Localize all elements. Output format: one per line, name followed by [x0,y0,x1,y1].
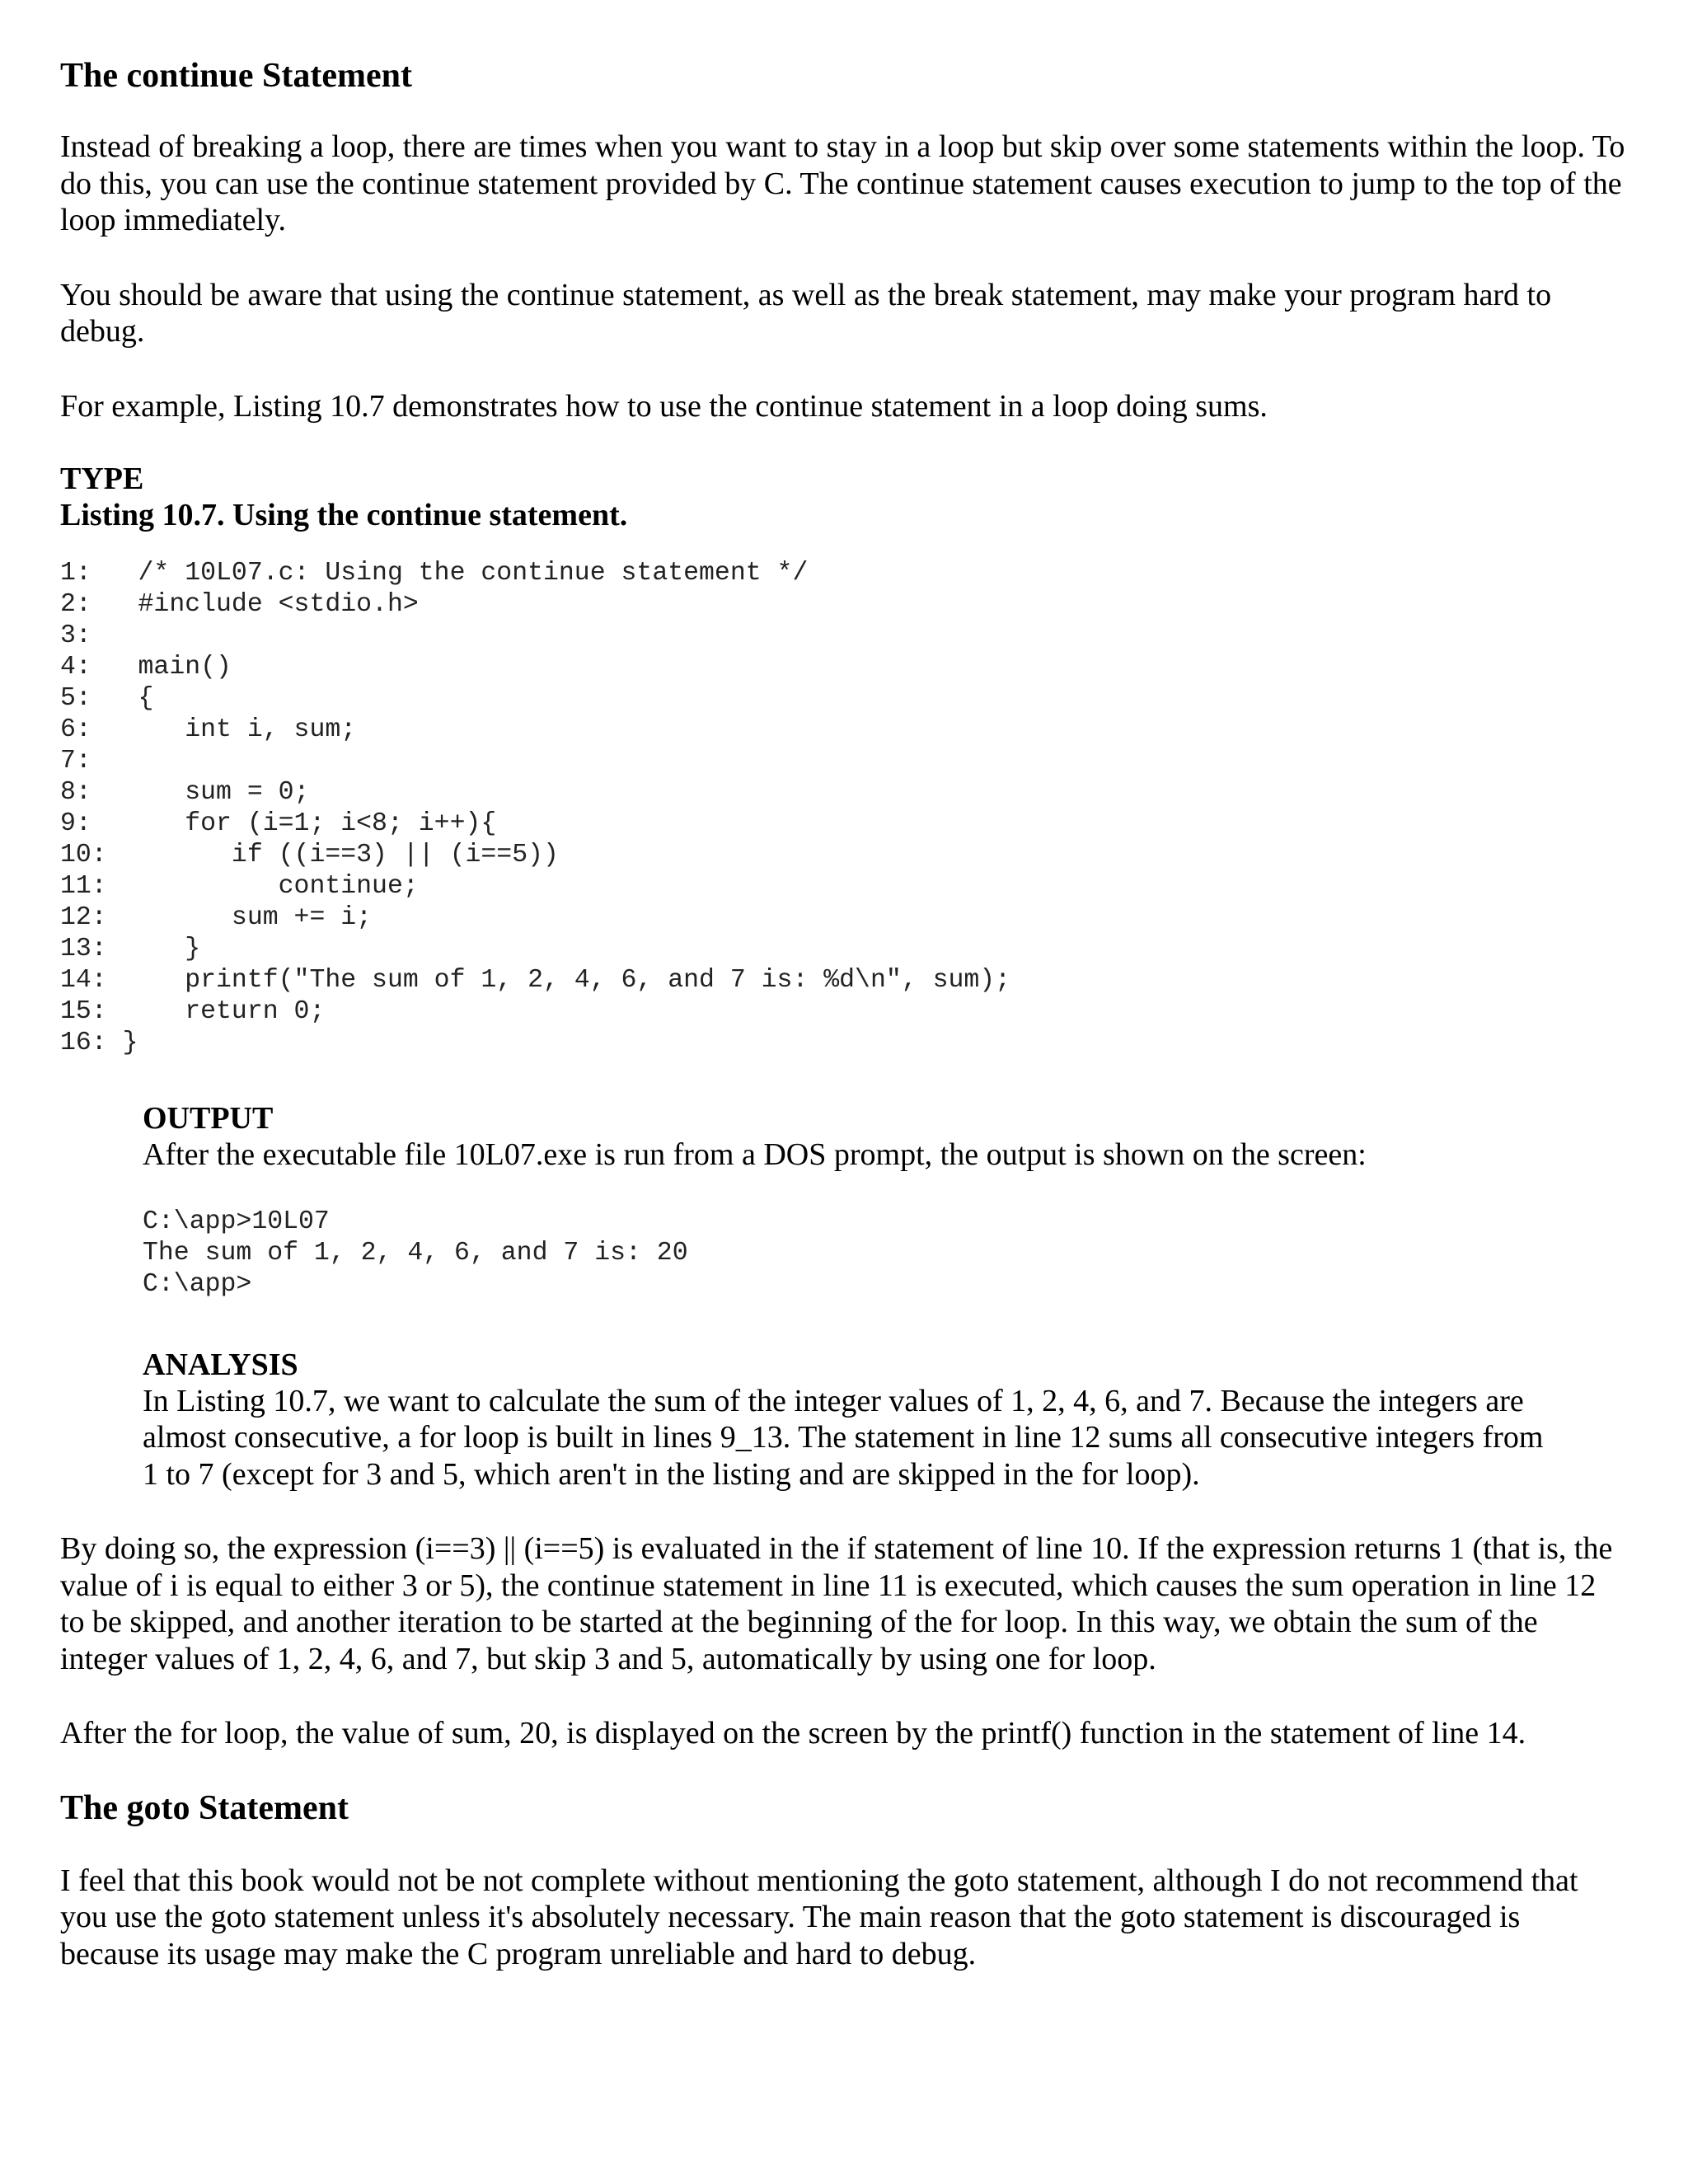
section-heading-continue: The continue Statement [60,57,412,95]
document-page [60,56,1626,1972]
code-listing: 1: /* 10L07.c: Using the continue statement */ 2: #include <stdio.h> 3: 4: main() 5: { 6: int i, sum; 7: 8: sum = 0; 9: for (i=1; i<8; i++){ 10: if ((i==3) || (i==5)) 11: continue; 12: sum += i; 13: } 14: printf("The sum of 1, 2, 4, 6, and 7 is: %d\n", sum); 15: return 0; 16: } [60,559,1011,1057]
explanation-paragraph: By doing so, the expression (i==3) || (i==5) is evaluated in the if statement of line 10. If the expression returns 1 (that is, the value of i is equal to either 3 or 5), the continue statement in line 11 is executed, which causes the sum operation in line 12 to be skipped, and another iteration to be started at the beginning of the for loop. In this way, we obtain the sum of the integer values of 1, 2, 4, 6, and 7, but skip 3 and 5, automatically by using one for loop. [60,1531,1613,1676]
output-label: OUTPUT [143,1101,274,1136]
section-heading-goto: The goto Statement [60,1788,349,1827]
console-output: C:\app>10L07 The sum of 1, 2, 4, 6, and 7 is: 20 C:\app> [143,1207,688,1299]
analysis-label: ANALYSIS [143,1347,298,1382]
type-label: TYPE [60,462,144,496]
output-block [143,1100,1626,1301]
result-paragraph: After the for loop, the value of sum, 20, is displayed on the screen by the printf() function in the statement of line 14. [60,1716,1526,1750]
example-paragraph: For example, Listing 10.7 demonstrates how to use the continue statement in a loop doing sums. [60,388,1268,424]
warning-paragraph: You should be aware that using the continue statement, as well as the break statement, may make your program hard to debug. [60,277,1552,349]
listing-caption: Listing 10.7. Using the continue statement. [60,498,628,532]
goto-paragraph: I feel that this book would not be not complete without mentioning the goto statement, although I do not recommend that you use the goto statement unless it's absolutely necessary. The main reason that the goto statement is discouraged is because its usage may make the C program unreliable and hard to debug. [60,1863,1578,1971]
analysis-block [143,1347,1626,1493]
analysis-text: In Listing 10.7, we want to calculate the sum of the integer values of 1, 2, 4, 6, and 7. Because the integers are almost consecutive, a for loop is built in lines 9_13. The statement in line 12 sums all consecutive integers from 1 to 7 (except for 3 and 5, which aren't in the listing and are skipped in the for loop). [143,1383,1544,1492]
intro-paragraph: Instead of breaking a loop, there are times when you want to stay in a loop but skip over some statements within the loop. To do this, you can use the continue statement provided by C. The continue statement causes execution to jump to the top of the loop immediately. [60,129,1625,237]
output-description: After the executable file 10L07.exe is run from a DOS prompt, the output is shown on the screen: [143,1137,1367,1172]
